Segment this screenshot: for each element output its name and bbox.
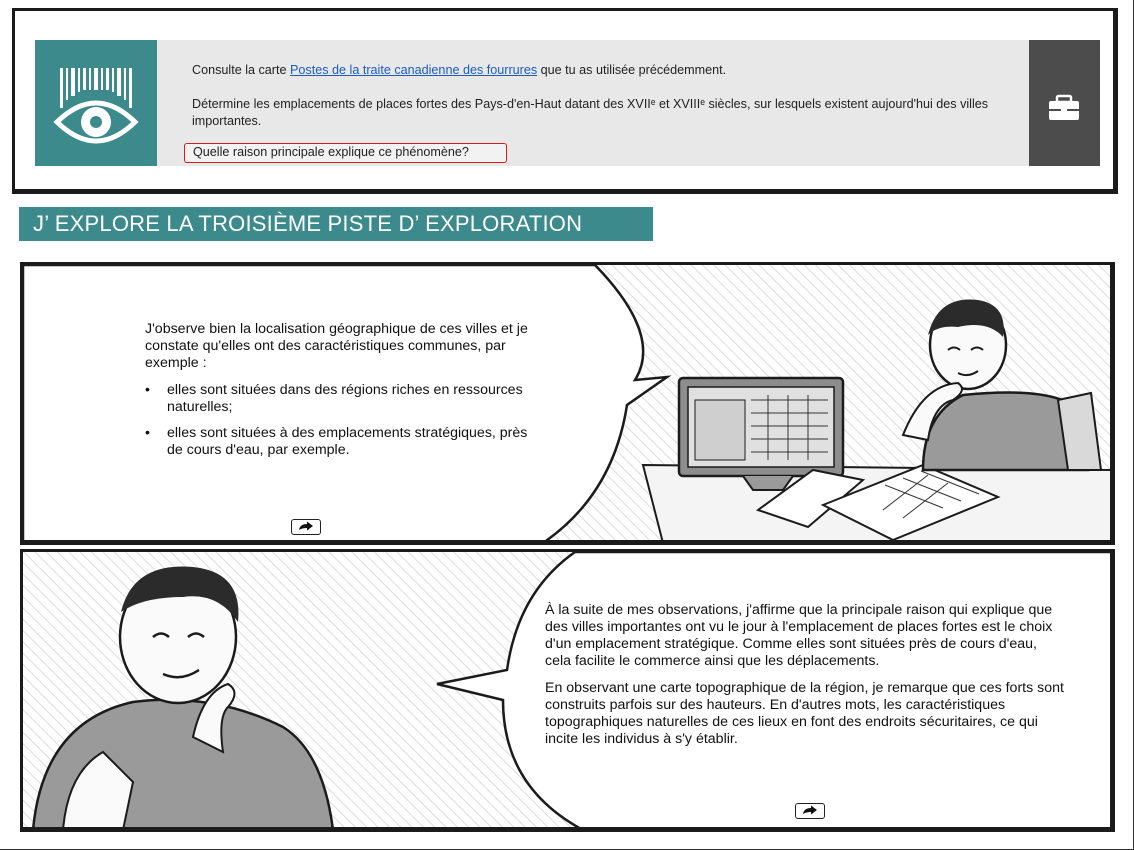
instruction-line-1 [192,62,1012,79]
next-button[interactable] [291,519,321,535]
comic-panel-2 [20,549,1115,832]
instruction-line-2: Détermine les emplacements de places fortes des Pays-d'en-Haut datant des XVIIᵉ et XVIIIᵉ siècles, sur lesquels existent aujourd'hui des villes importantes. [192,97,989,128]
bubble-list [145,382,540,459]
list-item: • elles sont situées dans des régions riches en ressources naturelles; [145,382,540,416]
arrow-right-icon [292,520,319,533]
instruction-text: Consulte la carte [192,63,291,77]
list-item: • elles sont situées à des emplacements stratégiques, près de cours d'eau, par exemple. [145,425,540,459]
bubble-paragraph-1: À la suite de mes observations, j'affirme que la principale raison qui explique que des villes importantes ont vu le jour à l'emplacement de places fortes est le choix d'un emplacement stratégique. Comme elles sont situées près de cours d'eau, cela facilite le commerce ainsi que les déplacements. [545,602,1053,669]
bubble-paragraph-2: En observant une carte topographique de la région, je remarque que ces forts sont construits parfois sur des hauteurs. En d'autres mots, les caractéristiques topographiques naturelles de ces lieux en font des endroits sécuritaires, ce qui incite les individus à s'y établir. [545,680,1064,747]
arrow-right-icon [796,804,823,817]
next-button[interactable] [795,803,825,819]
barcode-eye-icon [35,40,157,166]
briefcase-icon [1029,40,1100,166]
toolbox-button[interactable] [1029,40,1100,166]
question-box: Quelle raison principale explique ce phénomène? [184,143,507,163]
comic-panel-1 [20,262,1115,545]
fur-trade-map-link[interactable]: Postes de la traite canadienne des fourrures [290,63,538,77]
observation-badge [35,40,157,166]
bubble-intro: J'observe bien la localisation géographique de ces villes et je constate qu'elles ont des caractéristiques communes, par exemple : [145,321,528,371]
section-title: J’ EXPLORE LA TROISIÈME PISTE D’ EXPLORATION [19,207,653,241]
speech-bubble-1 [145,321,540,468]
instruction-text: que tu as utilisée précédemment. [537,63,727,77]
speech-bubble-2 [545,602,1065,758]
